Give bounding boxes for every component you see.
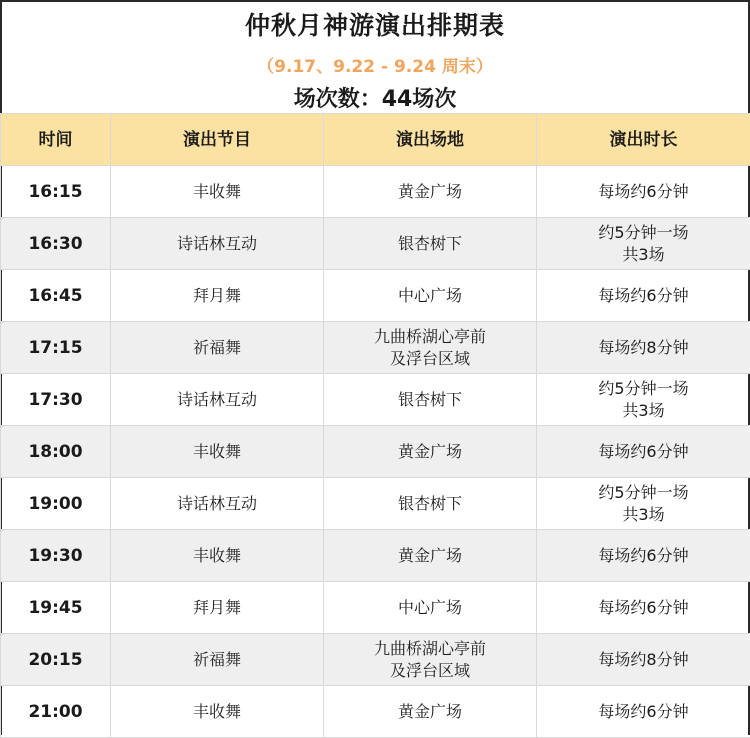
cell-program: 祈福舞 <box>111 634 324 686</box>
cell-time: 16:30 <box>1 218 111 270</box>
cell-duration <box>537 166 750 218</box>
venue-line: 及浮台区域 <box>328 660 532 682</box>
header-venue: 演出场地 <box>324 114 537 166</box>
header-duration: 演出时长 <box>537 114 750 166</box>
table-row <box>1 686 750 738</box>
venue-line: 九曲桥湖心亭前 <box>328 326 532 348</box>
duration-line: 每场约6分钟 <box>541 597 746 619</box>
duration-line: 共3场 <box>541 504 746 526</box>
table-row <box>1 374 750 426</box>
cell-program: 诗话林互动 <box>111 478 324 530</box>
cell-duration <box>537 426 750 478</box>
cell-duration <box>537 322 750 374</box>
cell-program: 诗话林互动 <box>111 374 324 426</box>
duration-line: 每场约6分钟 <box>541 701 746 723</box>
venue-line: 黄金广场 <box>328 545 532 567</box>
venue-line: 黄金广场 <box>328 441 532 463</box>
duration-line: 每场约6分钟 <box>541 545 746 567</box>
venue-line: 及浮台区域 <box>328 348 532 370</box>
venue-line: 银杏树下 <box>328 233 532 255</box>
duration-line: 每场约6分钟 <box>541 181 746 203</box>
schedule-body <box>1 166 750 738</box>
cell-time: 21:00 <box>1 686 111 738</box>
cell-program: 丰收舞 <box>111 426 324 478</box>
cell-time: 19:45 <box>1 582 111 634</box>
header-time: 时间 <box>1 114 111 166</box>
date-subtitle: （9.17、9.22 - 9.24 周末） <box>0 52 750 77</box>
venue-line: 中心广场 <box>328 285 532 307</box>
cell-duration <box>537 582 750 634</box>
venue-line: 中心广场 <box>328 597 532 619</box>
table-row <box>1 270 750 322</box>
cell-time: 17:30 <box>1 374 111 426</box>
cell-program: 诗话林互动 <box>111 218 324 270</box>
table-row <box>1 322 750 374</box>
table-row <box>1 218 750 270</box>
table-row <box>1 582 750 634</box>
cell-venue <box>324 686 537 738</box>
duration-line: 每场约8分钟 <box>541 649 746 671</box>
table-row <box>1 166 750 218</box>
cell-venue <box>324 322 537 374</box>
cell-time: 19:30 <box>1 530 111 582</box>
cell-duration <box>537 686 750 738</box>
cell-time: 16:45 <box>1 270 111 322</box>
performance-count: 场次数：44场次 <box>0 82 750 113</box>
cell-venue <box>324 166 537 218</box>
cell-program: 拜月舞 <box>111 582 324 634</box>
duration-line: 约5分钟一场 <box>541 482 746 504</box>
cell-venue <box>324 582 537 634</box>
schedule-table <box>0 113 750 738</box>
cell-duration <box>537 374 750 426</box>
cell-time: 20:15 <box>1 634 111 686</box>
duration-line: 约5分钟一场 <box>541 378 746 400</box>
table-row <box>1 530 750 582</box>
cell-venue <box>324 426 537 478</box>
table-row <box>1 634 750 686</box>
duration-line: 共3场 <box>541 400 746 422</box>
table-header-row <box>1 114 750 166</box>
cell-time: 16:15 <box>1 166 111 218</box>
venue-line: 九曲桥湖心亭前 <box>328 638 532 660</box>
venue-line: 黄金广场 <box>328 181 532 203</box>
page-title: 仲秋月神游演出排期表 <box>0 6 750 42</box>
cell-duration <box>537 270 750 322</box>
header-program: 演出节目 <box>111 114 324 166</box>
duration-line: 共3场 <box>541 244 746 266</box>
cell-venue <box>324 374 537 426</box>
duration-line: 每场约6分钟 <box>541 285 746 307</box>
venue-line: 银杏树下 <box>328 493 532 515</box>
cell-duration <box>537 530 750 582</box>
cell-time: 17:15 <box>1 322 111 374</box>
duration-line: 每场约8分钟 <box>541 337 746 359</box>
cell-venue <box>324 530 537 582</box>
cell-program: 拜月舞 <box>111 270 324 322</box>
table-row <box>1 478 750 530</box>
cell-venue <box>324 218 537 270</box>
cell-program: 丰收舞 <box>111 166 324 218</box>
cell-duration <box>537 634 750 686</box>
frame-border-top <box>0 0 750 2</box>
cell-venue <box>324 478 537 530</box>
cell-venue <box>324 634 537 686</box>
table-row <box>1 426 750 478</box>
cell-duration <box>537 218 750 270</box>
cell-time: 18:00 <box>1 426 111 478</box>
cell-time: 19:00 <box>1 478 111 530</box>
duration-line: 每场约6分钟 <box>541 441 746 463</box>
cell-venue <box>324 270 537 322</box>
duration-line: 约5分钟一场 <box>541 222 746 244</box>
venue-line: 黄金广场 <box>328 701 532 723</box>
venue-line: 银杏树下 <box>328 389 532 411</box>
cell-program: 丰收舞 <box>111 686 324 738</box>
cell-program: 丰收舞 <box>111 530 324 582</box>
cell-program: 祈福舞 <box>111 322 324 374</box>
cell-duration <box>537 478 750 530</box>
